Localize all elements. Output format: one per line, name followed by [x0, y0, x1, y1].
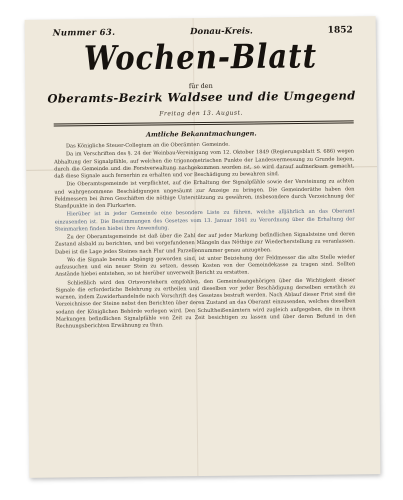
- section-heading: Amtliche Bekanntmachungen.: [145, 129, 257, 139]
- article-paragraph: Schließlich wird den Ortsvorstehern empfohlen, den Gemeindeangehörigen über die Wichtigkeit dieser Signale die erforderliche Belehrung zu ertheilen und dieselben vor jeder Beschädigung derselben ernstlich zu warnen, indem Zuwiderhandelnde nach Vorschrift des Gesetzes bestraft werden. Nach Ablauf dieser Frist sind die Verzeichnisse der Steine nebst den Berichten über deren Zustand an das Oberamt einzusenden, welches dieselben sodann der Königlichen Behörde vorlegen wird. Den Schultheißenämtern wird zugleich aufgegeben, die in ihren Markungen befindlichen Signalpfähle von Zeit zu Zeit besichtigen zu lassen und über deren Befund in den Rechnungsberichten Erwähnung zu thun.: [55, 277, 356, 330]
- newspaper-title: Wochen-Blatt: [83, 36, 318, 78]
- newspaper-subtitle: Oberamts-Bezirk Waldsee und die Umgegend: [47, 88, 356, 106]
- article-paragraph: Hierüber ist in jeder Gemeinde eine besondere Liste zu führen, welche alljährlich an das Oberamt einzusenden ist. Die Bestimmungen des Gesetzes vom 13. Januar 1841 zu Verordnung über die Erhaltung der Steinmarken finden hiebei ihre Anwendung.: [54, 208, 355, 233]
- article-paragraph: Zu der Oberamtsgemeinde ist daß über die Zahl der auf jeder Markung befindlichen Signalsteine und deren Zustand alsbald zu berichten, und bei vorgefundenen Mängeln das Nöthige zur Wiederherstellung zu veranlassen. Dabei ist die Lage jedes Steines nach Flur und Parzellennummer genau anzugeben.: [54, 231, 355, 256]
- article-paragraph: Wo die Signale bereits abgängig geworden sind, ist unter Beiziehung der Feldmesser die alte Stelle wieder aufzusuchen und ein neuer Stein zu setzen, dessen Kosten von der Gemeindekasse zu tragen sind. Sollten Anstände hiebei entstehen, so ist hierüber unverweilt Bericht zu erstatten.: [55, 254, 356, 278]
- newspaper-page: [25, 16, 381, 478]
- issue-number: Nummer 63.: [52, 27, 116, 39]
- issue-date: Freitag den 13. August.: [159, 109, 243, 118]
- article-paragraph: Die Oberamtsgemeinde ist verpflichtet, auf die Erhaltung der Signalpfähle sowie der Versteinung zu achten und wahrgenommene Beschädigungen ungesäumt zur Anzeige zu bringen. Die Gemeinderäthe haben den Feldmessern bei ihren Geschäften die nöthige Unterstützung zu gewähren, insbesondere durch Verzeichnung der Standpunkte in den Flurkarten.: [54, 178, 355, 210]
- article-paragraph: Da im Verschriften des §. 24 der Weinbau-Vereinigung vom 12. Oktober 1849 (Regierungsblatt S. 686) wegen Abhaltung der Signalpfähle, auf welchen die trigonometrischen Punkte der Landesvermessung zu Grunde liegen, durch die Gemeinde und die Forstverwaltung nachgekommen worden ist, so wird darauf aufmerksam gemacht, daß diese Signale auch fernerhin zu erhalten und vor Beschädigung zu bewahren sind.: [54, 148, 355, 180]
- article-paragraph: Das Königliche Steuer-Collegium an die Oberämter: Gemeinde.: [65, 141, 230, 150]
- district-name: Donau-Kreis.: [190, 26, 253, 38]
- title-connector: für den: [188, 81, 213, 91]
- issue-year: 1852: [327, 25, 353, 36]
- article-body: [54, 140, 357, 469]
